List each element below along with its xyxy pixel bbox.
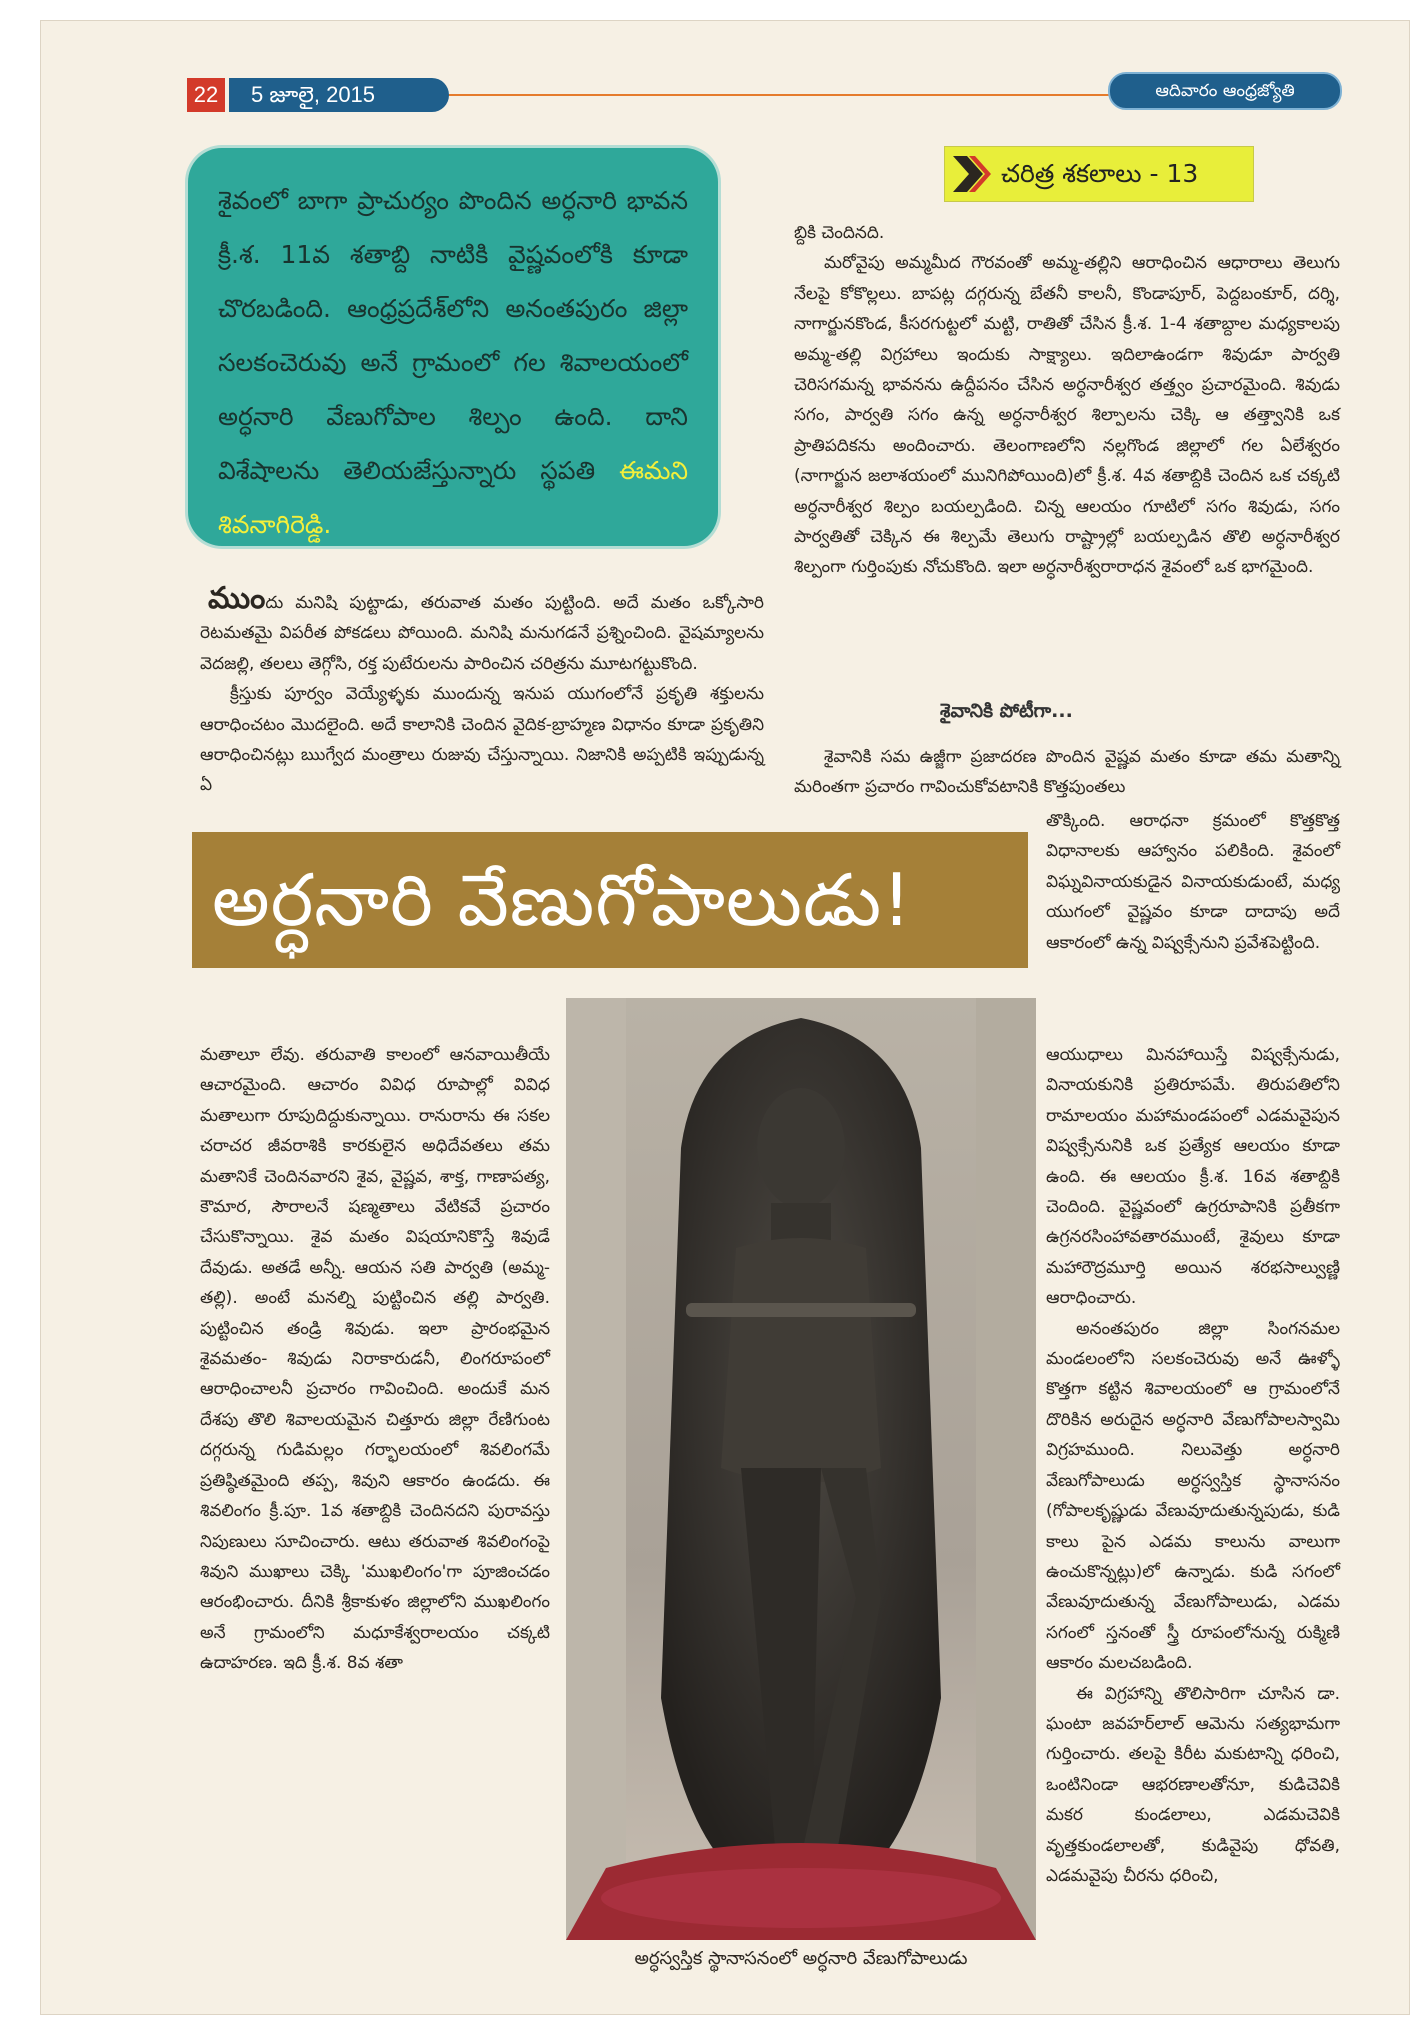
column-mid-right-wide: శైవానికి సమ ఉజ్జీగా ప్రజాదరణ పొందిన వైష్ణవ మతం కూడా తమ మతాన్ని మరింతగా ప్రచారం గావించుకోవటానికి కొత్తపుంతలు — [794, 747, 1340, 798]
publication-name: ఆదివారం ఆంధ్రజ్యోతి — [1108, 72, 1342, 110]
series-tag-label: చరిత్ర శకలాలు - 13 — [1001, 159, 1199, 188]
intro-box — [188, 148, 718, 546]
column-top-right — [794, 218, 1340, 583]
paragraph: ఈ విగ్రహాన్ని తొలిసారిగా చూసిన డా. ఘంటా జవహర్‌లాల్ ఆమెను సత్యభామగా గుర్తించారు. తలపై కిరీట మకుటాన్ని ధరించి, ఒంటినిండా ఆభరణాలతోనూ, కుడిచెవికి మకర కుండలాలు, ఎడమచెవికి వృత్తకుండలాలతో, కుడివైపు ధోవతి, ఎడమవైపు చీరను ధరించి, — [1046, 1683, 1340, 1886]
series-tag — [944, 146, 1254, 202]
paragraph: అనంతపురం జిల్లా సింగనమల మండలంలోని సలకంచెరువు అనే ఊళ్ళో కొత్తగా కట్టిన శివాలయంలో ఆ గ్రామంలోనే దొరికిన అరుదైన అర్ధనారి వేణుగోపాలస్వామి విగ్రహముంది. నిలువెత్తు అర్ధనారి వేణుగోపాలుడు అర్ధస్వస్తిక స్థానాసనం (గోపాలకృష్ణుడు వేణువూదుతున్నపుడు, కుడి కాలు పైన ఎడమ కాలును వాలుగా ఉంచుకొన్నట్లు)లో ఉన్నాడు. కుడి సగంలో వేణువూదుతున్న వేణుగోపాలుడు, ఎడమ సగంలో స్తనంతో స్త్రీ రూపంలోనున్న రుక్మిణి ఆకారం మలచబడింది. — [1046, 1318, 1340, 1674]
article-title: అర్ధనారి వేణుగోపాలుడు! — [212, 858, 913, 942]
sculpture-photo — [566, 998, 1036, 1940]
title-banner — [192, 832, 1028, 968]
paragraph: క్రీస్తుకు పూర్వం వెయ్యేళ్ళకు ముందున్న ఇనుప యుగంలోనే ప్రకృతి శక్తులను ఆరాధించటం మొదలైంది. అదే కాలానికి చెందిన వైదిక-బ్రాహ్మణ విధానం కూడా ప్రకృతిని ఆరాధించినట్లు ఋగ్వేద మంత్రాలు రుజువు చేస్తున్నాయి. నిజానికి అప్పటికి ఇప్పుడున్న ఏ — [200, 684, 764, 796]
intro-author: ఈమని శివనాగిరెడ్డి. — [218, 456, 688, 539]
header-rule — [440, 94, 1120, 96]
issue-date: 5 జూలై, 2015 — [229, 78, 449, 112]
paragraph-text: దు మనిషి పుట్టాడు, తరువాత మతం పుట్టింది. అదే మతం ఒక్కోసారి రెటమతమై విపరీత పోకడలు పోయింది. మనిషి మనుగడనే ప్రశ్నించింది. వైషమ్యాలను వెదజల్లి, తలలు తెగ్గోసి, రక్త పుటేరులను పారించిన చరిత్రను మూటగట్టుకొంది. — [200, 593, 764, 674]
column-top-left — [200, 581, 764, 801]
column-mid-right-narrow: తొక్కింది. ఆరాధనా క్రమంలో కొత్తకొత్త విధానాలకు ఆహ్వానం పలికింది. శైవంలో విఘ్నవినాయకుడైన వినాయకుడుంటే, మధ్య యుగంలో వైష్ణవం కూడా దాదాపు అదే ఆకారంలో ఉన్న విష్వక్సేనుని ప్రవేశపెట్టింది. — [1046, 811, 1340, 953]
chevron-right-icon — [953, 156, 991, 192]
dropcap: ముం — [208, 581, 266, 616]
intro-body: శైవంలో బాగా ప్రాచుర్యం పొందిన అర్ధనారి భావన క్రీ.శ. 11వ శతాబ్ది నాటికి వైష్ణవంలోకి కూడా చొరబడింది. ఆంధ్రప్రదేశ్‌లోని అనంతపురం జిల్లా సలకంచెరువు అనే గ్రామంలో గల శివాలయంలో అర్ధనారి వేణుగోపాల శిల్పం ఉంది. దాని విశేషాలను తెలియజేస్తున్నారు స్థపతి — [218, 186, 688, 485]
paragraph — [200, 581, 764, 679]
column-bottom-right — [1046, 1040, 1340, 1891]
paragraph: ఆయుధాలు మినహాయిస్తే విష్వక్సేనుడు, వినాయకునికి ప్రతిరూపమే. తిరుపతిలోని రామాలయం మహామండపంలో ఎడమవైపున విష్వక్సేనునికి ఒక ప్రత్యేక ఆలయం కూడా ఉంది. ఈ ఆలయం క్రీ.శ. 16వ శతాబ్దికి చెందింది. వైష్ణవంలో ఉగ్రరూపానికి ప్రతీకగా ఉగ్రనరసింహావతారముంటే, శైవులు కూడా మహారౌద్రమూర్తి అయిన శరభసాల్వుణ్ణి ఆరాధించారు. — [1046, 1045, 1340, 1309]
paragraph: మరోవైపు అమ్మమీద గౌరవంతో అమ్మ-తల్లిని ఆరాధించిన ఆధారాలు తెలుగు నేలపై కోకొల్లలు. బాపట్ల దగ్గరున్న బేతనీ కాలనీ, కొండాపూర్, పెద్దబంకూర్, దర్శి, నాగార్జునకొండ, కీసరగుట్టలో మట్టి, రాతితో చేసిన క్రీ.శ. 1-4 శతాబ్దాల మధ్యకాలపు అమ్మ-తల్లి విగ్రహాలు ఇందుకు సాక్ష్యాలు. ఇదిలాఉండగా శివుడూ పార్వతి చెరిసగమన్న భావనను ఉద్దీపనం చేసిన అర్ధనారీశ్వర తత్త్వం ప్రచారమైంది. శివుడు సగం, పార్వతి సగం ఉన్న అర్ధనారీశ్వర శిల్పాలను చెక్కి ఆ తత్త్వానికి ఒక ప్రాతిపదికను అందించారు. తెలంగాణలోని నల్లగొండ జిల్లాలో గల ఏలేశ్వరం (నాగార్జున జలాశయంలో మునిగిపోయింది)లో క్రీ.శ. 4వ శతాబ్దికి చెందిన ఒక చక్కటి అర్ధనారీశ్వర శిల్పం బయల్పడింది. చిన్న ఆలయం గూటిలో సగం శివుడు, సగం పార్వతితో చెక్కిన ఈ శిల్పమే తెలుగు రాష్ట్రాల్లో బయల్పడిన తొలి అర్ధనారీశ్వర శిల్పంగా గుర్తింపుకు నోచుకొంది. ఇలా అర్ధనారీశ్వరారాధన శైవంలో ఒక భాగమైంది. — [794, 253, 1340, 578]
venugopala-sculpture-image — [566, 998, 1036, 1940]
section-subhead: శైవానికి పోటీగా... — [940, 700, 1073, 722]
paragraph: బ్దికి చెందినది. — [794, 223, 885, 243]
page-number: 22 — [187, 78, 225, 112]
intro-text — [218, 174, 688, 552]
column-bottom-left: మతాలూ లేవు. తరువాతి కాలంలో ఆనవాయితీయే ఆచారమైంది. ఆచారం వివిధ రూపాల్లో వివిధ మతాలుగా రూపుదిద్దుకున్నాయి. రానురాను ఈ సకల చరాచర జీవరాశికి కారకులైన అధిదేవతలు తమ మతానికే చెందినవారని శైవ, వైష్ణవ, శాక్త, గాణాపత్య, కౌమార, సౌరాలనే షణ్మతాలు వేటికవే ప్రచారం చేసుకొన్నాయి. శైవ మతం విషయానికొస్తే శివుడే దేవుడు. అతడే అన్నీ. ఆయన సతి పార్వతి (అమ్మ-తల్లి). అంటే మనల్ని పుట్టించిన తల్లి పార్వతి. పుట్టించిన తండ్రి శివుడు. ఇలా ప్రారంభమైన శైవమతం- శివుడు నిరాకారుడనీ, లింగరూపంలో ఆరాధించాలనీ ప్రచారం గావించింది. అందుకే మన దేశపు తొలి శివాలయమైన చిత్తూరు జిల్లా రేణిగుంట దగ్గరున్న గుడిమల్లం గర్భాలయంలో శివలింగమే ప్రతిష్ఠితమైంది తప్ప, శివుని ఆకారం ఉండదు. ఈ శివలింగం క్రీ.పూ. 1వ శతాబ్దికి చెందినదని పురావస్తు నిపుణులు సూచించారు. ఆటు తరువాత శివలింగంపై శివుని ముఖాలు చెక్కి 'ముఖలింగం'గా పూజించడం ఆరంభించారు. దీనికి శ్రీకాకుళం జిల్లాలోని ముఖలింగం అనే గ్రామంలోని మధూకేశ్వరాలయం చక్కటి ఉదాహరణ. ఇది క్రీ.శ. 8వ శతా — [200, 1045, 550, 1674]
photo-caption: అర్ధస్వస్తిక స్థానాసనంలో అర్ధనారి వేణుగోపాలుడు — [634, 1948, 968, 1969]
